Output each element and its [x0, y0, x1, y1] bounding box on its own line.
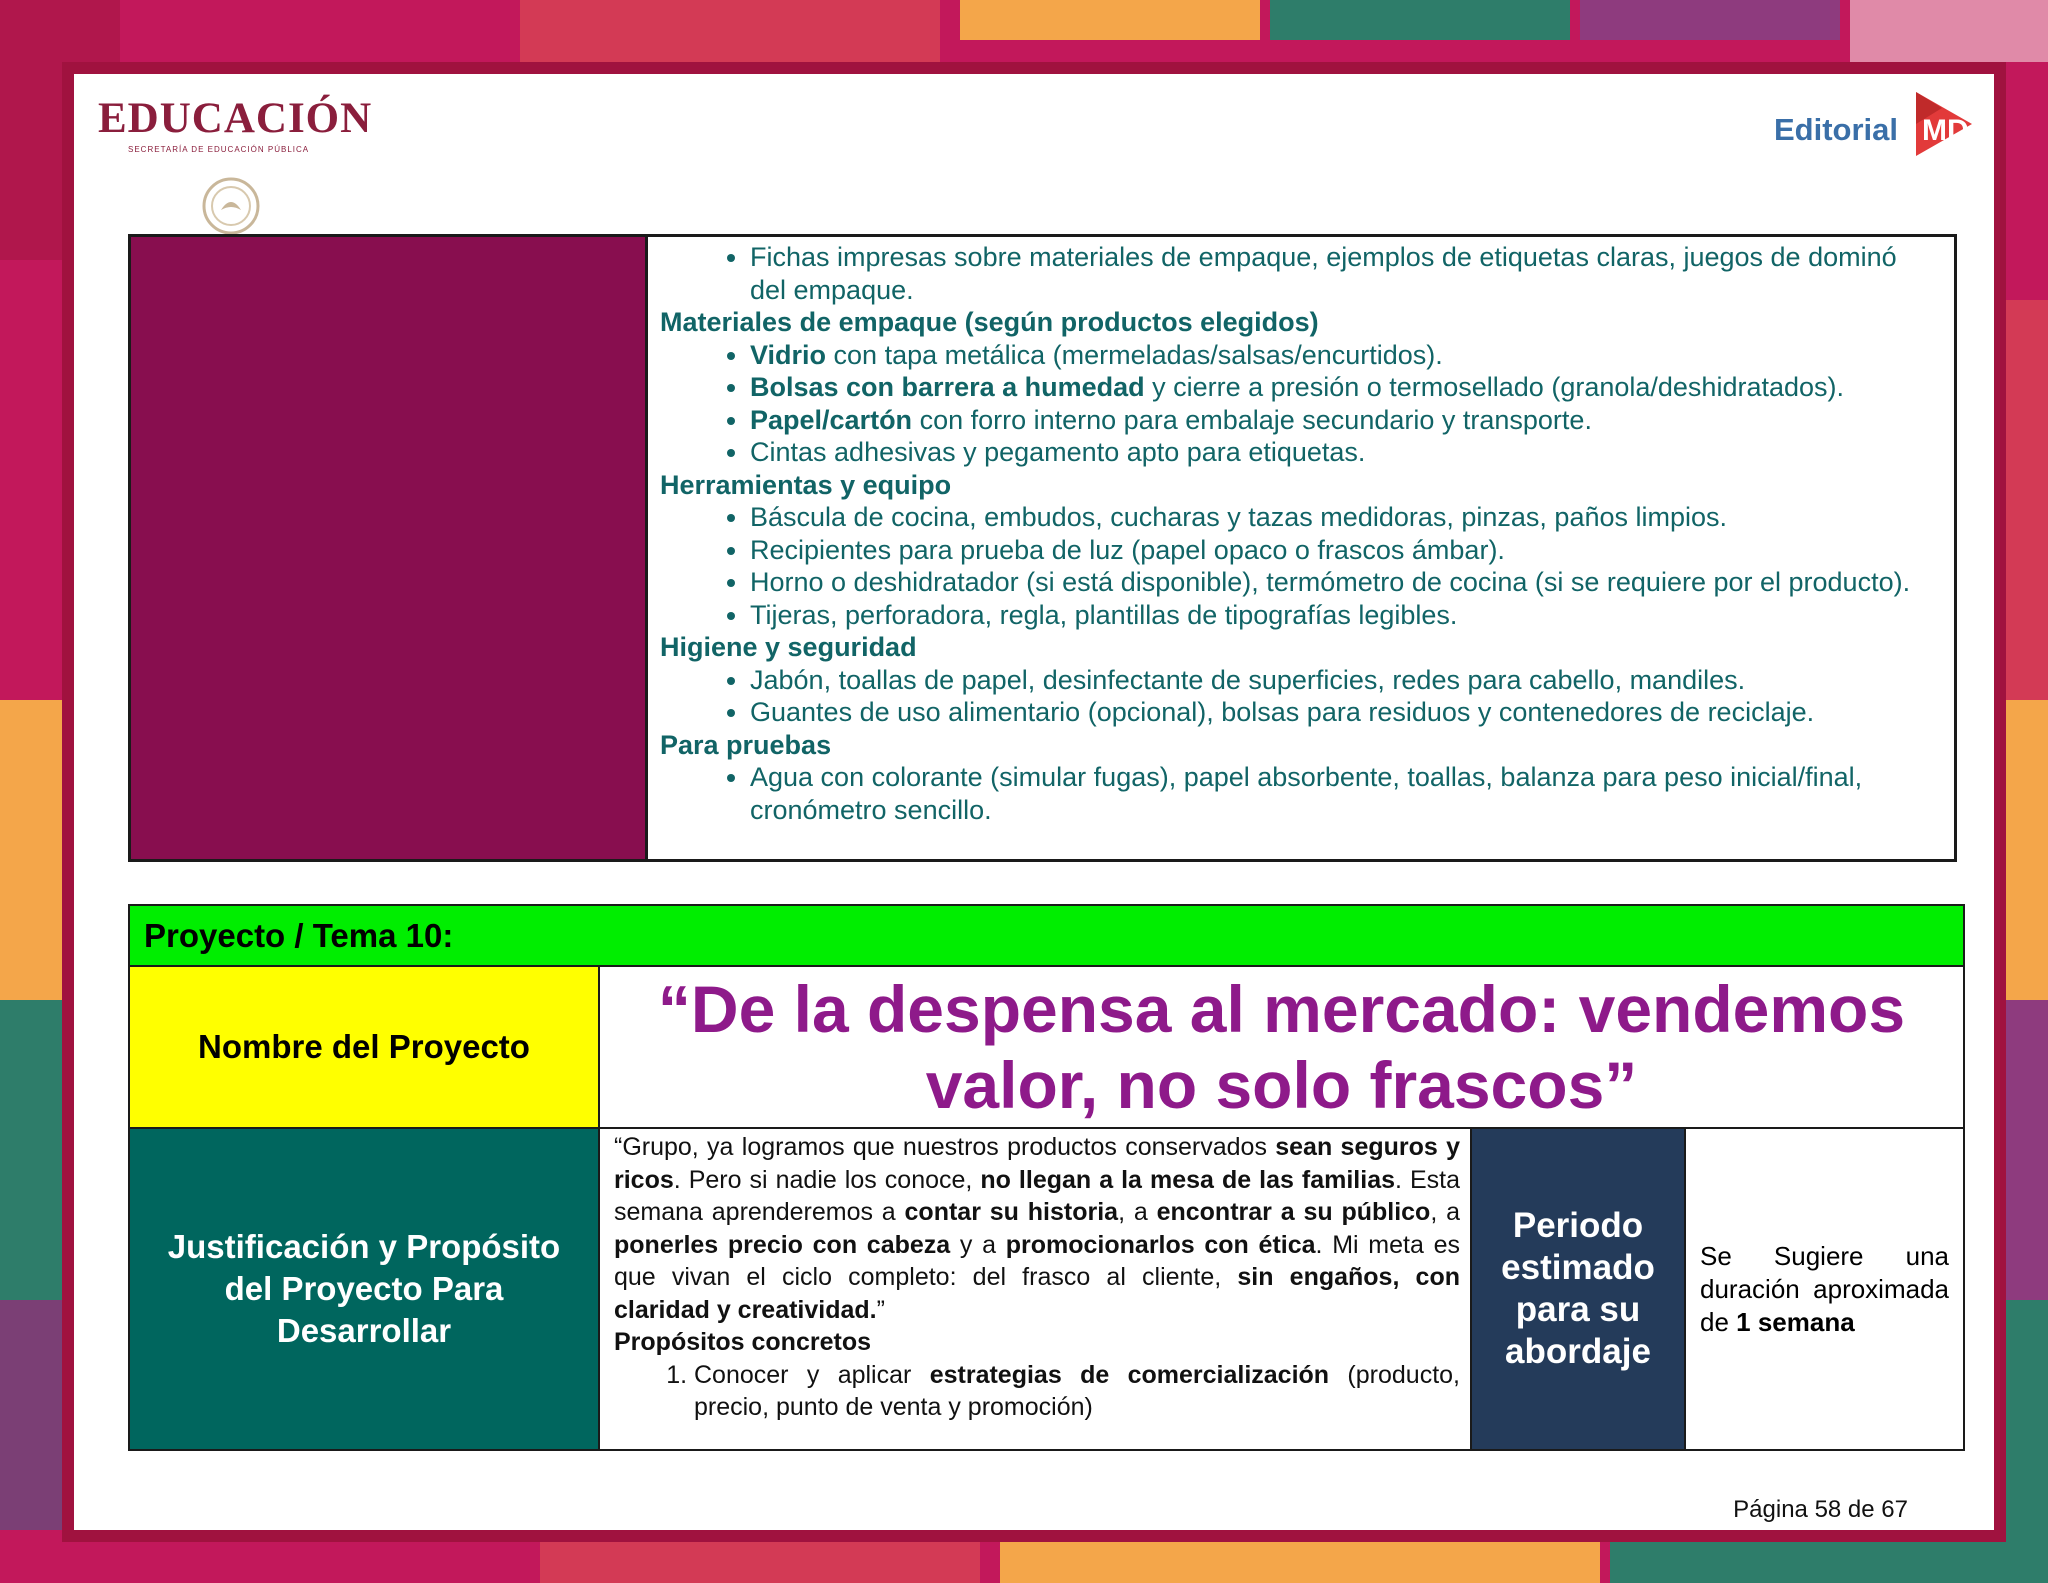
text-run: encontrar a su público — [1156, 1198, 1431, 1226]
materials-label-cell — [130, 236, 647, 861]
purpose-item — [694, 1359, 1460, 1424]
list-item — [750, 339, 1940, 372]
list-item — [750, 534, 1940, 567]
text-run: . Esta semana aprenderemos a — [614, 1165, 1460, 1226]
list-item-text: Agua con colorante (simular fugas), papel absorbente, toallas, balanza para peso inicial/final, cronómetro sencillo. — [750, 762, 1863, 825]
duration-text — [1685, 1128, 1964, 1450]
text-run: Conocer y aplicar — [694, 1360, 930, 1389]
editorial-logo-name: Editorial — [1774, 112, 1899, 147]
purposes-title: Propósitos concretos — [614, 1328, 871, 1356]
justification-cell — [599, 1128, 1471, 1450]
materials-section-list — [660, 761, 1940, 826]
list-item — [750, 404, 1940, 437]
period-label: Periodo estimado para su abordaje — [1471, 1128, 1685, 1450]
list-item — [750, 371, 1940, 404]
materials-section-list — [660, 339, 1940, 469]
materials-section-list — [660, 501, 1940, 631]
list-item — [750, 664, 1940, 697]
justification-label: Justificación y Propósito del Proyecto Para Desarrollar — [129, 1128, 599, 1450]
project-name-label: Nombre del Proyecto — [129, 966, 599, 1128]
text-run: 1 semana — [1736, 1306, 1855, 1337]
text-run: ” — [876, 1295, 885, 1324]
sep-logo — [98, 94, 372, 154]
materials-section-title: Para pruebas — [660, 729, 832, 760]
list-item — [750, 761, 1940, 826]
list-item — [750, 501, 1940, 534]
mexican-coat-of-arms-icon — [194, 176, 268, 236]
text-run: contar su historia — [904, 1198, 1119, 1226]
text-run: “Grupo, ya logramos que nuestros productos conservados — [614, 1133, 1276, 1161]
sep-logo-name: EDUCACIÓN — [98, 95, 373, 142]
materials-intro-list — [660, 241, 1940, 306]
editorial-md-logo — [1774, 84, 1984, 162]
project-table — [128, 904, 1965, 1451]
list-item-text: Horno o deshidratador (si está disponible), termómetro de cocina (si se requiere por el producto). — [750, 567, 1911, 597]
purpose-list — [614, 1359, 1460, 1424]
document-page — [62, 62, 2006, 1542]
project-title: “De la despensa al mercado: vendemos valor, no solo frascos” — [599, 966, 1964, 1128]
md-logo-icon — [1902, 84, 1982, 160]
materials-section-list — [660, 664, 1940, 729]
page-number: Página 58 de 67 — [1733, 1496, 1908, 1523]
materials-table — [128, 234, 1957, 862]
list-item: • Fichas impresas sobre materiales de empaque, ejemplos de etiquetas claras, juegos de dominó del empaque. — [750, 241, 1940, 306]
list-item-text: Guantes de uso alimentario (opcional), bolsas para residuos y contenedores de reciclaje. — [750, 697, 1815, 727]
list-item-bold: Bolsas con barrera a humedad — [750, 372, 1145, 402]
text-run: (producto, precio, punto de venta y promoción) — [694, 1360, 1460, 1421]
list-item-text: Tijeras, perforadora, regla, plantillas de tipografías legibles. — [750, 599, 1458, 630]
list-item-text: con tapa metálica (mermeladas/salsas/encurtidos). — [826, 339, 1443, 370]
list-item-text: con forro interno para embalaje secundario y transporte. — [912, 404, 1592, 435]
materials-sections — [660, 306, 1940, 826]
list-item-text: y cierre a presión o termosellado (granola/deshidratados). — [1144, 372, 1845, 402]
text-run: . Pero si nadie los conoce, — [673, 1165, 981, 1194]
text-run: estrategias de comercialización — [929, 1360, 1330, 1389]
text-run: promocionarlos con ética — [1005, 1230, 1316, 1259]
text-run: no llegan a la mesa de las familias — [980, 1165, 1396, 1194]
list-item-text: Jabón, toallas de papel, desinfectante de superficies, redes para cabello, mandiles. — [750, 664, 1746, 695]
list-item-text: Báscula de cocina, embudos, cucharas y tazas medidoras, pinzas, paños limpios. — [750, 502, 1728, 532]
text-run: , a — [1118, 1198, 1157, 1226]
justification-text — [614, 1131, 1460, 1326]
text-run: y a — [950, 1230, 1006, 1259]
svg-text:MD: MD — [1922, 114, 1969, 147]
list-item — [750, 696, 1940, 729]
project-header: Proyecto / Tema 10: — [129, 905, 1964, 966]
materials-section-title: Herramientas y equipo — [660, 469, 952, 500]
list-item — [750, 599, 1940, 632]
list-item-text: Cintas adhesivas y pegamento apto para etiquetas. — [750, 437, 1366, 467]
list-item — [750, 566, 1940, 599]
text-run: Se Sugiere una duración aproximada de — [1700, 1240, 1949, 1337]
text-run: sin engaños, con claridad y creatividad. — [614, 1263, 1460, 1324]
materials-content-cell — [647, 236, 1956, 861]
text-run: sean seguros y ricos — [614, 1133, 1460, 1194]
sep-logo-subtitle: SECRETARÍA DE EDUCACIÓN PÚBLICA — [128, 145, 310, 154]
text-run: . Mi meta es que vivan el ciclo completo: del frasco al cliente, — [614, 1230, 1460, 1291]
list-item-bold: Papel/cartón — [750, 404, 913, 435]
list-item — [750, 436, 1940, 469]
list-item-text: Recipientes para prueba de luz (papel opaco o frascos ámbar). — [750, 534, 1505, 565]
text-run: , a — [1430, 1198, 1460, 1226]
text-run: ponerles precio con cabeza — [614, 1230, 951, 1259]
list-item-bold: Vidrio — [750, 339, 827, 370]
materials-section-title: Materiales de empaque (según productos elegidos) — [660, 307, 1319, 337]
materials-section-title: Higiene y seguridad — [660, 632, 917, 662]
